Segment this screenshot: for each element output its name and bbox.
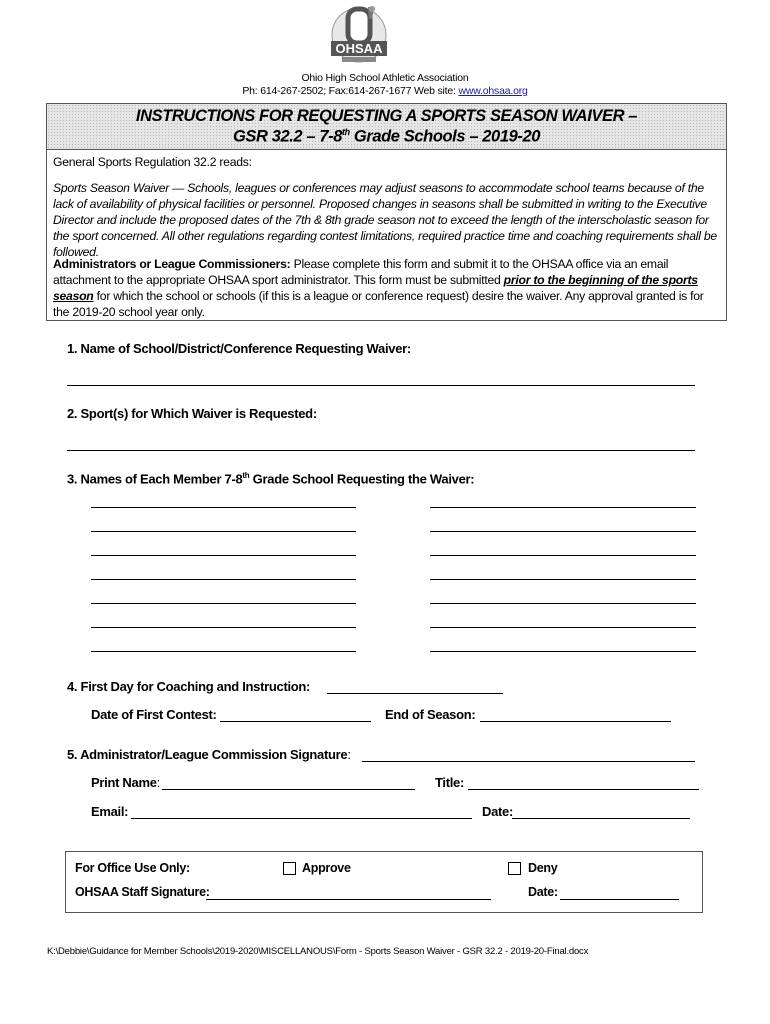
admin-text-2: for which the school or schools (if this is a league or conference request) desire the waiver. Any approval granted is for the 2019-20 school year only.: [53, 289, 704, 319]
staff-signature-label: OHSAA Staff Signature:: [75, 885, 210, 899]
contact-info: Ph: 614-267-2502; Fax:614-267-1677 Web site:: [242, 85, 459, 97]
title-line[interactable]: [468, 789, 699, 790]
print-name-text: Print Name: [91, 775, 157, 790]
school-line-left-1[interactable]: [91, 507, 356, 508]
title-box: [46, 103, 727, 150]
school-line-right-3[interactable]: [430, 555, 696, 556]
school-line-left-5[interactable]: [91, 603, 356, 604]
email-label: Email:: [91, 804, 129, 819]
q3-pre: 3. Names of Each Member 7-8: [67, 471, 243, 487]
title-label: Title:: [435, 775, 465, 790]
first-contest-label: Date of First Contest:: [91, 707, 217, 722]
regulation-text: Sports Season Waiver — Schools, leagues or conferences may adjust seasons to accommodate school teams because of the lack of availability of physical facilities or personnel. Proposed changes in seasons shall be submitted in writing to the Executive Director and include the proposed dates of the 7th & 8th grade season not to exceed the length of the interscholastic season for the sport concerned. All other regulations regarding contest limitations, required practice time and coaching requirements shall be followed.: [53, 181, 717, 259]
regulation-intro: General Sports Regulation 32.2 reads:: [53, 155, 252, 169]
title-gsr: GSR 32.2 – 7-8: [232, 127, 342, 146]
deny-label: Deny: [528, 861, 558, 875]
school-line-right-4[interactable]: [430, 579, 696, 580]
logo-text: OHSAA: [335, 41, 383, 56]
admin-emphasis: prior to the beginning of the sports season: [53, 273, 698, 303]
school-line-left-4[interactable]: [91, 579, 356, 580]
school-line-right-5[interactable]: [430, 603, 696, 604]
q5-colon: :: [347, 747, 351, 762]
staff-signature-line[interactable]: [206, 899, 491, 900]
print-name-label: [91, 775, 160, 790]
first-day-line[interactable]: [327, 693, 503, 694]
office-date-line[interactable]: [560, 899, 679, 900]
print-name-colon: :: [156, 775, 160, 790]
question-1-label: 1. Name of School/District/Conference Requesting Waiver:: [67, 341, 411, 356]
first-contest-line[interactable]: [220, 721, 371, 722]
school-line-left-6[interactable]: [91, 627, 356, 628]
title-sup: th: [342, 127, 350, 137]
office-date-label: Date:: [528, 885, 558, 899]
end-season-line[interactable]: [480, 721, 671, 722]
school-line-right-6[interactable]: [430, 627, 696, 628]
admin-instructions: [53, 256, 717, 320]
title-line-1: INSTRUCTIONS FOR REQUESTING A SPORTS SEASON WAIVER –: [135, 107, 638, 125]
school-line-right-2[interactable]: [430, 531, 696, 532]
title-line-2: [47, 127, 726, 147]
admin-label: Administrators or League Commissioners:: [53, 257, 291, 271]
regulation-box: [46, 148, 727, 321]
question-3-label: [67, 471, 474, 486]
print-name-line[interactable]: [162, 789, 415, 790]
school-line-right-1[interactable]: [430, 507, 696, 508]
question-5-label: [67, 747, 351, 762]
date-label: Date:: [482, 804, 514, 819]
title-grade-schools: Grade Schools – 2019-20: [349, 127, 541, 146]
deny-checkbox[interactable]: [508, 862, 521, 875]
school-line-left-3[interactable]: [91, 555, 356, 556]
contact-line: [0, 85, 770, 97]
q5-text: 5. Administrator/League Commission Signature: [67, 747, 348, 762]
admin-text-1: Please complete this form and submit it to the OHSAA office via an email attachment to the appropriate OHSAA sport administrator. This form must be submitted: [53, 257, 669, 287]
file-path-footer: K:\Debbie\Guidance for Member Schools\2019-2020\MISCELLANOUS\Form - Sports Season Waiver - GSR 32.2 - 2019-20-Final.docx: [47, 946, 589, 957]
approve-checkbox[interactable]: [283, 862, 296, 875]
school-name-line[interactable]: [67, 385, 695, 386]
sports-line[interactable]: [67, 450, 695, 451]
school-line-right-7[interactable]: [430, 651, 696, 652]
school-line-left-7[interactable]: [91, 651, 356, 652]
question-4-label: 4. First Day for Coaching and Instruction:: [67, 679, 311, 694]
end-season-label: End of Season:: [385, 707, 476, 722]
school-line-left-2[interactable]: [91, 531, 356, 532]
q3-post: Grade School Requesting the Waiver:: [249, 471, 475, 487]
date-line[interactable]: [512, 818, 690, 819]
ohsaa-logo: [328, 5, 390, 69]
signature-line[interactable]: [362, 761, 695, 762]
q3-sup: th: [242, 471, 250, 480]
approve-label: Approve: [302, 861, 351, 875]
question-2-label: 2. Sport(s) for Which Waiver is Requested:: [67, 406, 317, 421]
office-use-heading: For Office Use Only:: [75, 861, 190, 875]
office-use-box: [65, 851, 703, 913]
email-line[interactable]: [131, 818, 472, 819]
website-link[interactable]: www.ohsaa.org: [458, 85, 528, 97]
organization-name: Ohio High School Athletic Association: [301, 72, 469, 84]
